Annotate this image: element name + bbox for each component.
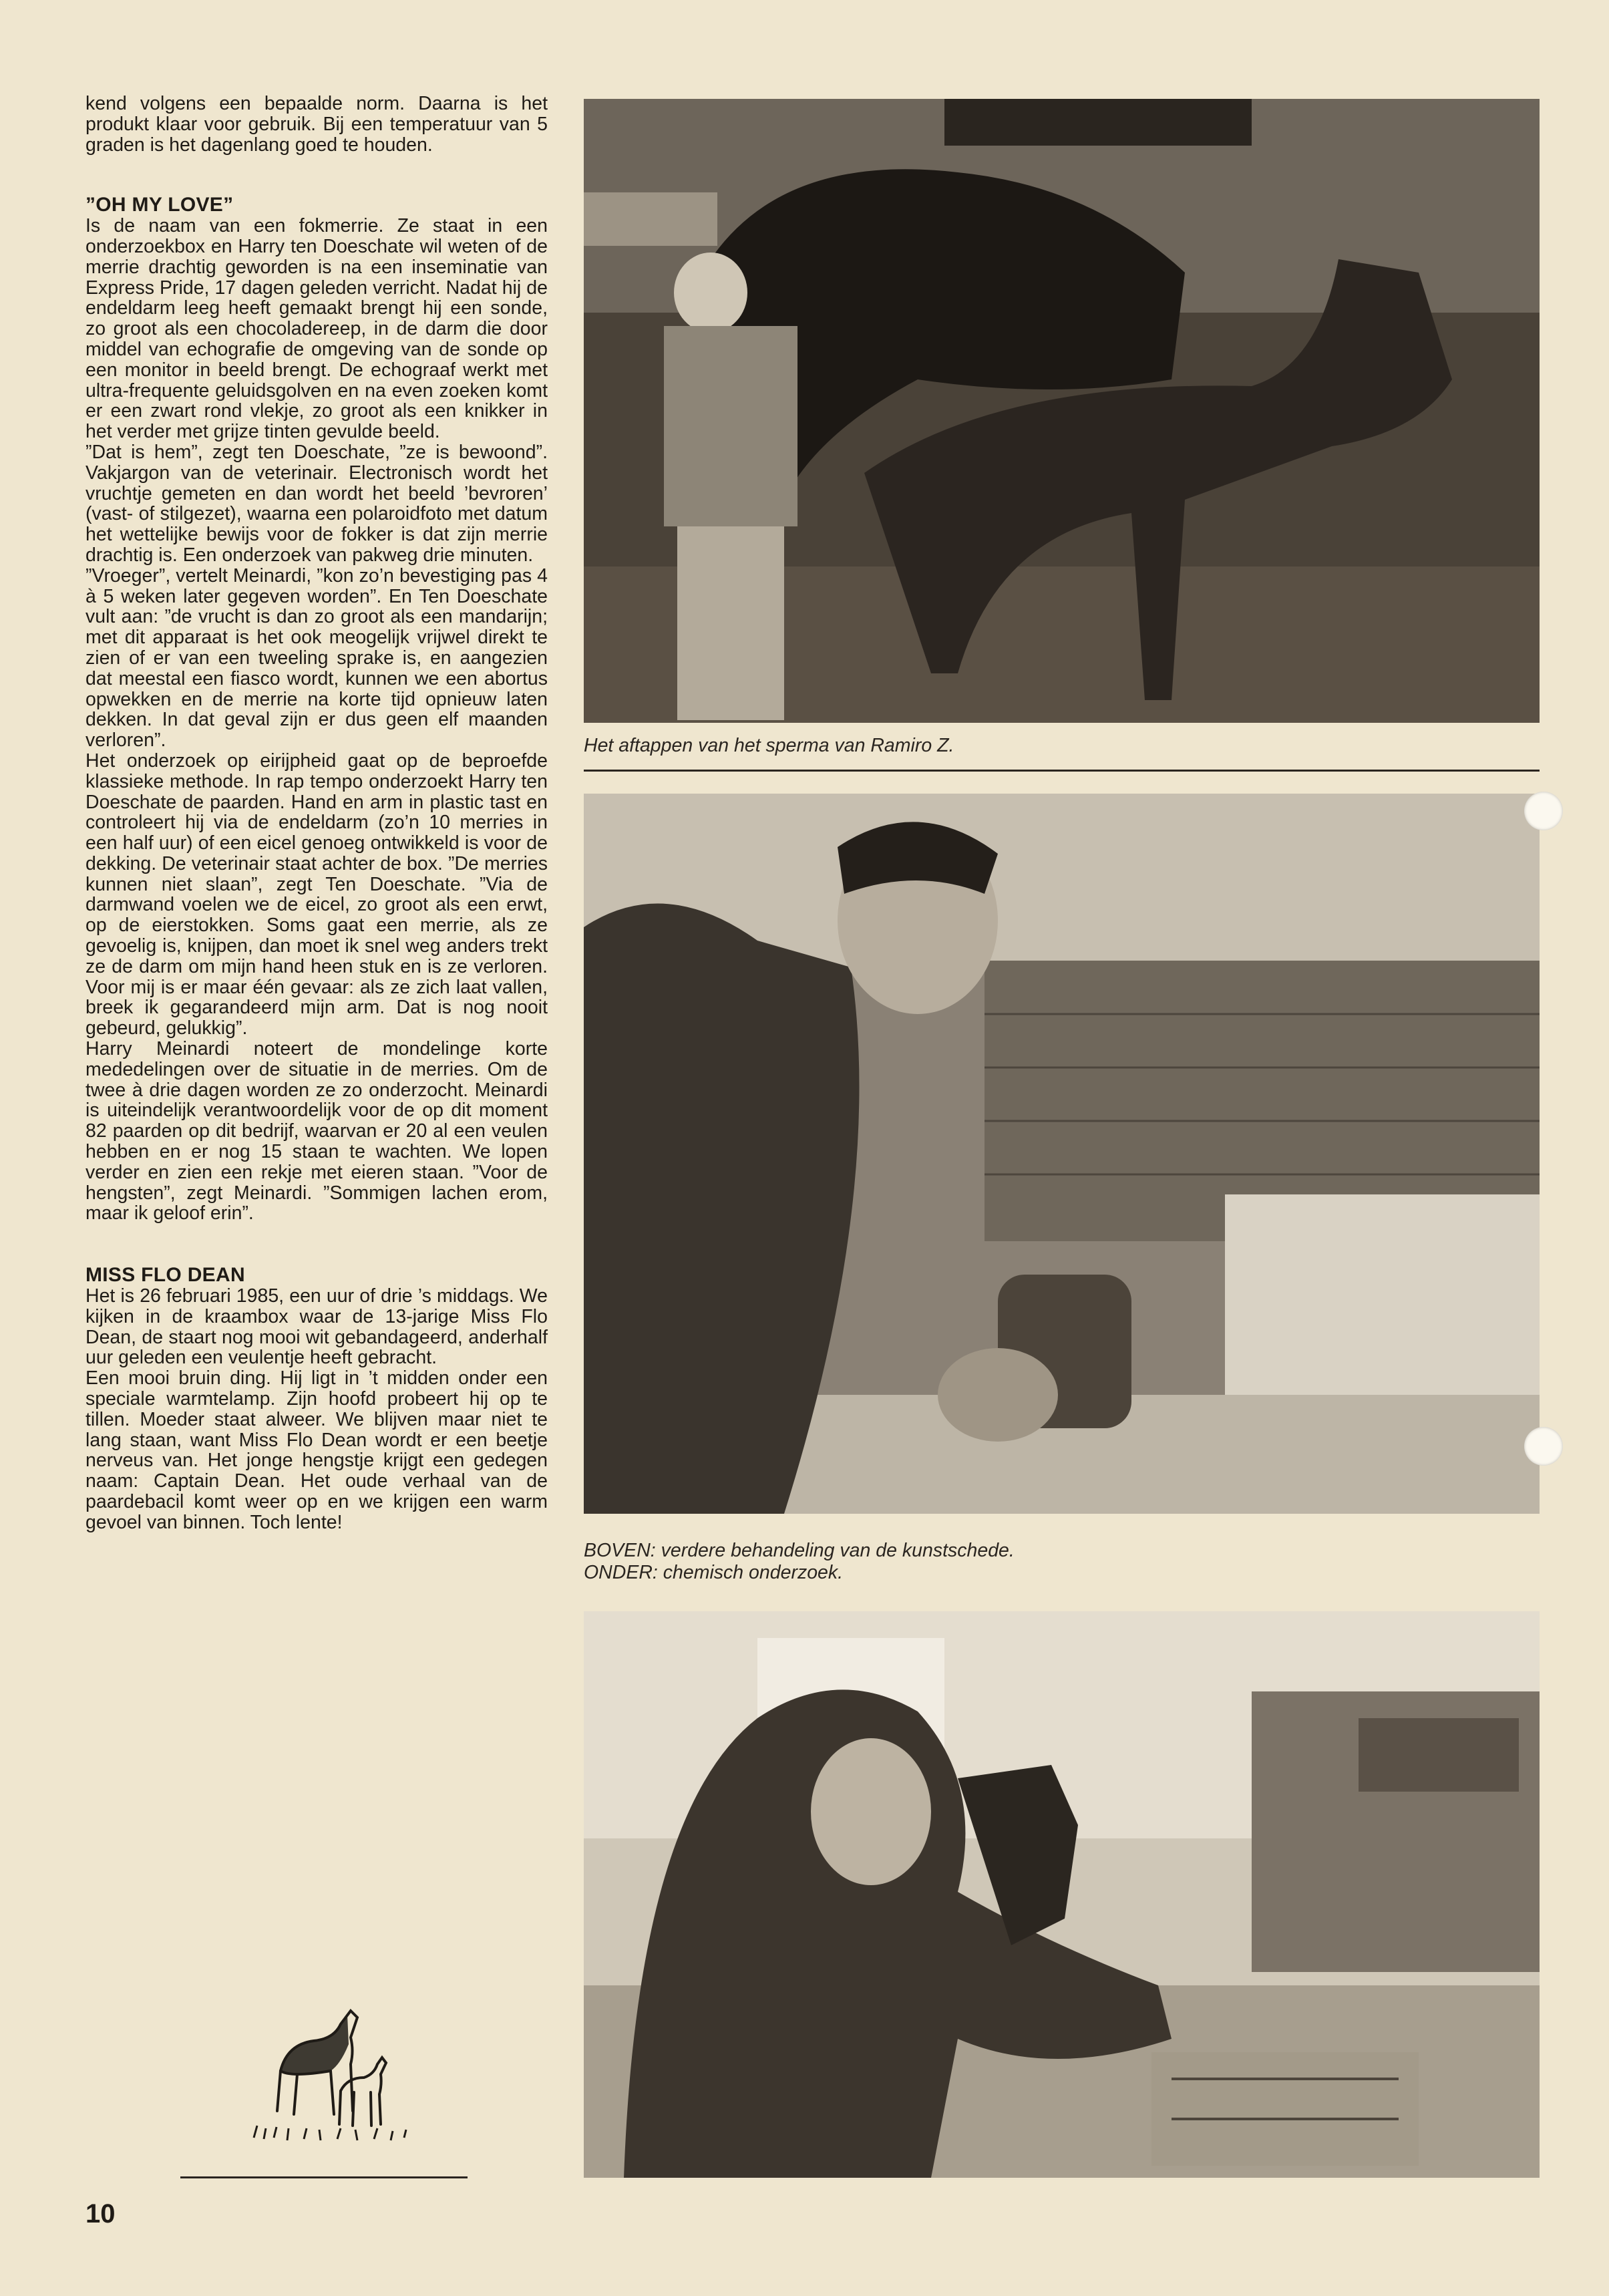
photo-semen-collection [584,99,1540,723]
binder-hole [1524,1427,1563,1466]
page-number: 10 [85,2199,116,2229]
body-paragraph: Harry Meinardi noteert de mondelinge korte mededelingen over de situatie in de merries. Om de twee à drie dagen worden ze zo onderzocht. Meinardi is uiteindelijk verantwoordelijk voor de op dit moment 82 paarden op dit bedrijf, waarvan er 20 al een veulen hebben en er nog 15 staan te wachten. We lopen verder en zien een rekje met eieren staan. ”Voor de hengsten”, zegt Meinardi. ”Sommigen lachen erom, maar ik geloof erin”. [85,1038,548,1224]
photo-caption-1: Het aftappen van het sperma van Ramiro Z. [584,735,954,756]
photo-artificial-vagina-treatment [584,794,1540,1514]
binder-hole [1524,792,1563,830]
body-paragraph: Een mooi bruin ding. Hij ligt in ’t midden onder een speciale warmtelamp. Zijn hoofd probeert hij op te tillen. Moeder staat alweer. We blijven maar niet te lang staan, want Miss Flo Dean wordt er een beetje nerveus van. Het jonge hengstje krijgt een gedegen naam: Captain Dean. Het oude verhaal van de paardebacil komt weer op en we krijgen een warm gevoel van binnen. Toch lente! [85,1367,548,1533]
photo-caption-2 [584,1540,1540,1584]
body-paragraph: Is de naam van een fokmerrie. Ze staat in een onderzoekbox en Harry ten Doeschate wil weten of de merrie drachtig geworden is na een inseminatie van Express Pride, 17 dagen geleden verricht. Nadat hij de endeldarm leeg heeft gemaakt brengt hij een sonde, zo groot als een chocoladereep, in de darm die door middel van echografie de omgeving van de sonde op een monitor in beeld brengt. De echograaf werkt met ultra-frequente geluidsgolven en na even zoeken komt er een zwart rond vlekje, zo groot als een knikker in het verder met grijze tinten gevulde beeld. [85,215,548,443]
section-heading-miss-flo-dean: MISS FLO DEAN [85,1264,245,1287]
caption-rule [584,770,1540,772]
article-text-column [85,94,548,1533]
caption-line-bottom: ONDER: chemisch onderzoek. [584,1562,844,1583]
caption-line-top: BOVEN: verdere behandeling van de kunstschede. [584,1540,1015,1561]
column-end-rule [180,2176,468,2178]
body-paragraph: ”Vroeger”, vertelt Meinardi, ”kon zo’n bevestiging pas 4 à 5 weken later gegeven worden”. En Ten Doeschate vult aan: ”de vrucht is dan zo groot als een mandarijn; met dit apparaat is het ook meogelijk vrijwel direkt te zien of er van een tweeling sprake is, en aangezien dat meestal een fiasco wordt, kunnen we een abortus opwekken en de merrie na korte tijd opnieuw laten dekken. In dat geval zijn er dus geen elf maanden verloren”. [85,564,548,752]
body-paragraph: Het is 26 februari 1985, een uur of drie ’s middags. We kijken in de kraambox waar de 13-jarige Miss Flo Dean, de staart nog mooi wit gebandageerd, anderhalf uur geleden een veulentje heeft gebracht. [85,1285,548,1369]
body-paragraph: ”Dat is hem”, zegt ten Doeschate, ”ze is bewoond”. Vakjargon van de veterinair. Electronisch wordt het vruchtje gemeten en dan wordt het beeld ’bevroren’ (vast- of stilgezet), waarna een polaroidfoto met datum het wettelijke bewijs voor de fokker is dat zijn merrie drachtig is. Een onderzoek van pakweg drie minuten. [85,441,548,566]
body-paragraph: Het onderzoek op eirijpheid gaat op de beproefde klassieke methode. In rap tempo onderzoekt Harry ten Doeschate de paarden. Hand en arm in plastic tast en controleert hij via de endeldarm (zo’n 10 merries in een half uur) of een eicel genoeg ontwikkeld is voor de dekking. De veterinair staat achter de box. ”De merries kunnen niet slaan”, zegt Ten Doeschate. ”Via de darmwand voelen we de eicel, zo groot als een erwt, op de eierstokken. Soms gaat een merrie, als ze gevoelig is, knijpen, dan moet ik snel weg anders trekt ze de darm om mijn hand heen stuk en is ze verloren. Voor mij is er maar één gevaar: als ze zich laat vallen, breek ik gegarandeerd mijn arm. Dat is nog nooit gebeurd, gelukkig”. [85,750,548,1039]
intro-paragraph: kend volgens een bepaalde norm. Daarna is het produkt klaar voor gebruik. Bij een temperatuur van 5 graden is het dagenlang goed te houden. [85,93,548,156]
horse-and-foal-illustration [240,1977,414,2151]
photo-chemical-analysis [584,1611,1540,2178]
section-heading-oh-my-love: ”OH MY LOVE” [85,194,234,216]
